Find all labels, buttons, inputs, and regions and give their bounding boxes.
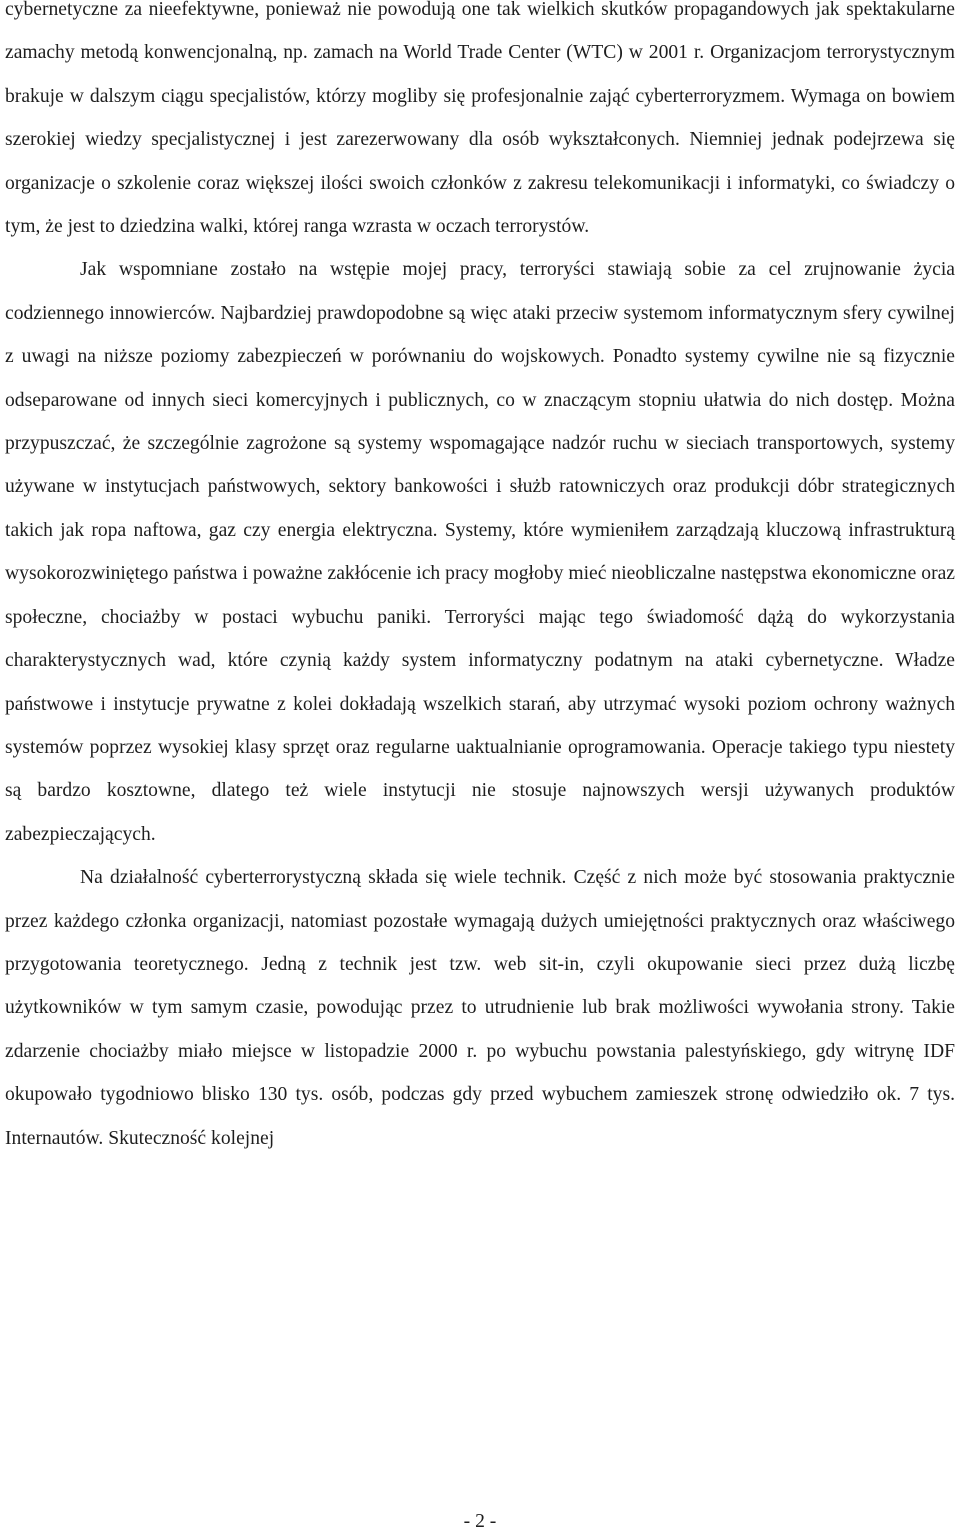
document-body: [5, 0, 955, 1160]
paragraph-2: Jak wspomniane zostało na wstępie mojej pracy, terroryści stawiają sobie za cel zrujnowanie życia codziennego innowierców. Najbardziej prawdopodobne są więc ataki przeciw systemom informatycznym sfery cywilnej z uwagi na niższe poziomy zabezpieczeń w porównaniu do wojskowych. Ponadto systemy cywilne nie są fizycznie odseparowane od innych sieci komercyjnych i publicznych, co w znaczącym stopniu ułatwia do nich dostęp. Można przypuszczać, że szczególnie zagrożone są systemy wspomagające nadzór ruchu w sieciach transportowych, systemy używane w instytucjach państwowych, sektory bankowości i służb ratowniczych oraz produkcji dóbr strategicznych takich jak ropa naftowa, gaz czy energia elektryczna. Systemy, które wymieniłem zarządzają kluczową infrastrukturą wysokorozwiniętego państwa i poważne zakłócenie ich pracy mogłoby mieć nieobliczalne następstwa ekonomiczne oraz społeczne, chociażby w postaci wybuchu paniki. Terroryści mając tego świadomość dążą do wykorzystania charakterystycznych wad, które czynią każdy system informatyczny podatnym na ataki cybernetyczne. Władze państwowe i instytucje prywatne z kolei dokładają wszelkich starań, aby utrzymać wysoki poziom ochrony ważnych systemów poprzez wysokiej klasy sprzęt oraz regularne uaktualnianie oprogramowania. Operacje takiego typu niestety są bardzo kosztowne, dlatego też wiele instytucji nie stosuje najnowszych wersji używanych produktów zabezpieczających.: [5, 259, 955, 845]
paragraph-1: cybernetyczne za nieefektywne, ponieważ nie powodują one tak wielkich skutków propagandowych jak spektakularne zamachy metodą konwencjonalną, np. zamach na World Trade Center (WTC) w 2001 r. Organizacjom terrorystycznym brakuje w dalszym ciągu specjalistów, którzy mogliby się profesjonalnie zająć cyberterroryzmem. Wymaga on bowiem szerokiej wiedzy specjalistycznej i jest zarezerwowany dla osób wykształconych. Niemniej jednak podejrzewa się organizacje o szkolenie coraz większej ilości swoich członków z zakresu telekomunikacji i informatyki, co świadczy o tym, że jest to dziedzina walki, której ranga wzrasta w oczach terrorystów.: [5, 0, 955, 238]
paragraph-3: Na działalność cyberterrorystyczną składa się wiele technik. Część z nich może być stosowania praktycznie przez każdego członka organizacji, natomiast pozostałe wymagają dużych umiejętności praktycznych oraz właściwego przygotowania teoretycznego. Jedną z technik jest tzw. web sit-in, czyli okupowanie sieci przez dużą liczbę użytkowników w tym samym czasie, powodując przez to utrudnienie lub brak możliwości wywołania strony. Takie zdarzenie chociażby miało miejsce w listopadzie 2000 r. po wybuchu powstania palestyńskiego, gdy witrynę IDF okupowało tygodniowo blisko 130 tys. osób, podczas gdy przed wybuchem zamieszek stronę odwiedziło ok. 7 tys. Internautów. Skuteczność kolejnej: [5, 867, 955, 1149]
page-number: - 2 -: [463, 1511, 497, 1532]
